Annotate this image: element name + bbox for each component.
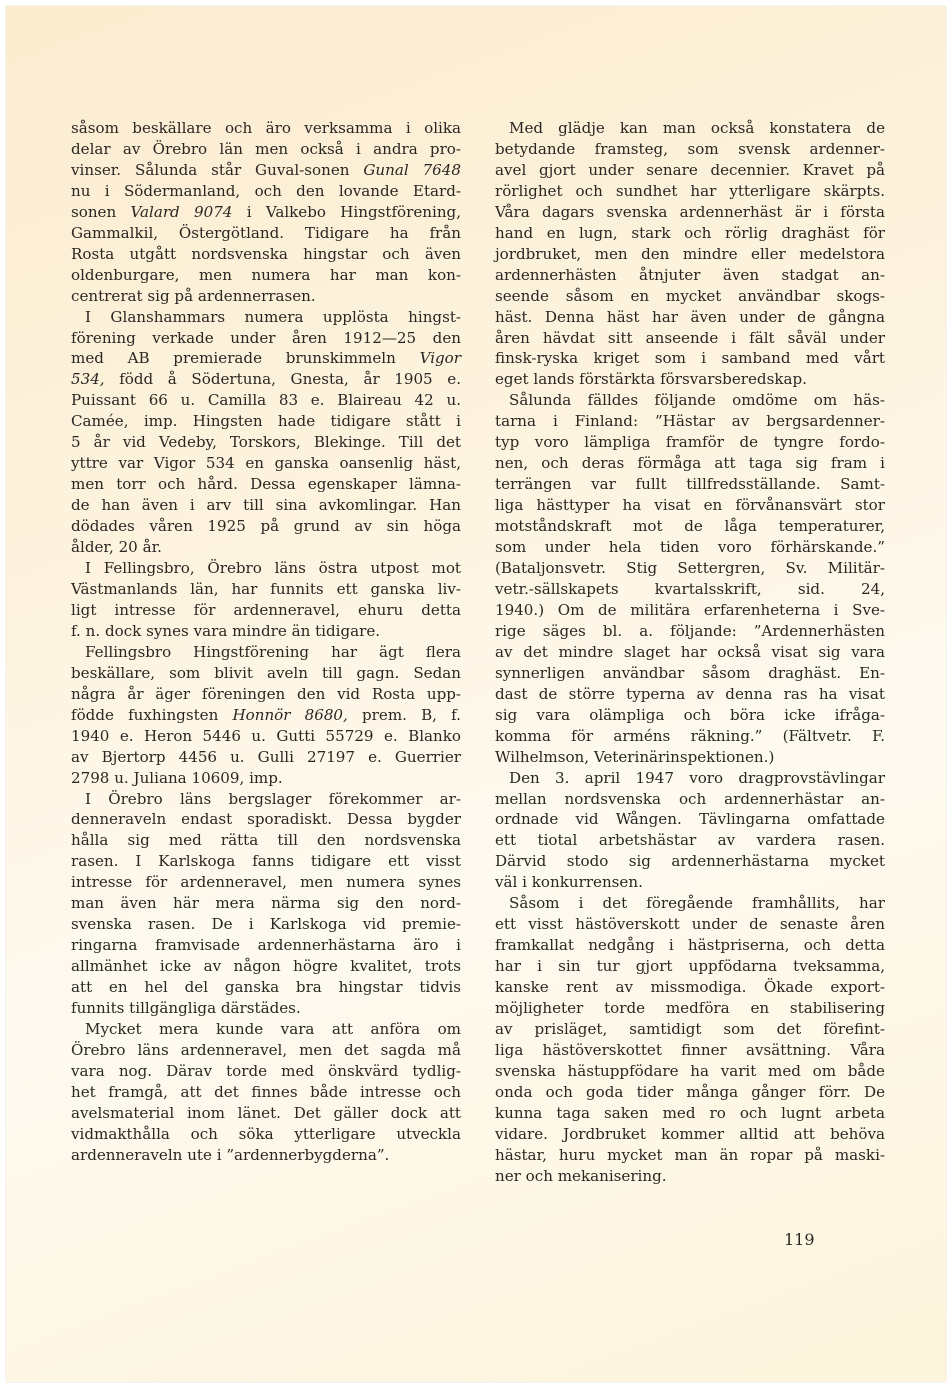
- page-number: 119: [784, 1230, 815, 1249]
- text-line: (Bataljonsvetr. Stig Settergren, Sv. Militär-: [495, 559, 885, 578]
- right-column: [481, 118, 885, 1187]
- text-line: men torr och hård. Dessa egenskaper lämna-: [71, 475, 461, 494]
- italic-name: Honnör 8680,: [232, 705, 348, 724]
- text-line: åren hävdat sitt anseende i fält såväl under: [495, 328, 885, 347]
- text-line: vidmakthålla och söka ytterligare utveckla: [71, 1124, 461, 1143]
- text-line: ringarna framvisade ardennerhästarna äro i: [71, 936, 461, 955]
- text-line: oldenburgare, men numera har man kon-: [71, 265, 461, 284]
- text-line: allmänhet icke av någon högre kvalitet, trots: [71, 957, 461, 976]
- text-line: ett visst hästöverskott under de senaste åren: [495, 915, 885, 934]
- text-line: vidare. Jordbruket kommer alltid att behöva: [495, 1124, 885, 1143]
- text-line: Gammalkil, Östergötland. Tidigare ha från: [71, 223, 461, 242]
- paragraph: [481, 118, 885, 390]
- text-line: rasen. I Karlskoga fanns tidigare ett visst: [71, 852, 461, 871]
- text-line: typ voro lämpliga framför de tyngre fordo-: [495, 433, 885, 452]
- text-line: f. n. dock synes vara mindre än tidigare.: [71, 621, 381, 640]
- text-line: ett tiotal arbetshästar av vardera rasen.: [495, 831, 885, 850]
- text-line: I Glanshammars numera upplösta hingst-: [85, 307, 461, 326]
- text-line: delar av Örebro län men också i andra pro-: [71, 139, 461, 158]
- text-line: ardenneraveln ute i ”ardennerbygderna”.: [71, 1145, 390, 1164]
- text-line: 1940.) Om de militära erfarenheterna i Sve-: [495, 600, 885, 619]
- text-line: finsk-ryska kriget som i samband med vårt: [495, 349, 885, 368]
- paragraph: [57, 307, 461, 558]
- text-line: liga hästtyper ha visat en förvånansvärt stor: [495, 496, 885, 515]
- text-line: ner och mekanisering.: [495, 1166, 667, 1185]
- text-line: de han även i arv till sina avkomlingar. Han: [71, 496, 461, 515]
- text-line: liga hästöverskottet finner avsättning. Våra: [495, 1040, 885, 1059]
- text-line: 534, född å Södertuna, Gnesta, år 1905 e.: [71, 370, 461, 389]
- text-line: denneraveln endast sporadiskt. Dessa bygder: [71, 810, 461, 829]
- text-line: 2798 u. Juliana 10609, imp.: [71, 768, 283, 787]
- text-line: Sålunda fälldes följande omdöme om häs-: [509, 391, 885, 410]
- text-line: beskällare, som blivit aveln till gagn. Sedan: [71, 663, 461, 682]
- text-line: dödades våren 1925 på grund av sin höga: [71, 517, 461, 536]
- text-line: dast de större typerna av denna ras ha visat: [495, 684, 885, 703]
- text-line: förening verkade under åren 1912—25 den: [71, 328, 461, 347]
- text-line: onda och goda tider många gånger förr. De: [495, 1082, 885, 1101]
- text-line: terrängen var fullt tillfredsställande. Samt-: [495, 475, 885, 494]
- text-line: av Bjertorp 4456 u. Gulli 27197 e. Guerrier: [71, 747, 461, 766]
- text-line: Västmanlands län, har funnits ett ganska liv-: [71, 579, 461, 598]
- text-line: Mycket mera kunde vara att anföra om: [85, 1019, 461, 1038]
- text-line: födde fuxhingsten Honnör 8680, prem. B, f.: [71, 705, 461, 724]
- text-line: av prisläget, samtidigt som det förefint-: [495, 1019, 885, 1038]
- text-line: I Fellingsbro, Örebro läns östra utpost mot: [85, 559, 461, 578]
- text-line: 1940 e. Heron 5446 u. Gutti 55729 e. Blanko: [71, 726, 461, 745]
- text-line: Camée, imp. Hingsten hade tidigare stått i: [71, 412, 461, 431]
- text-line: het framgå, att det finnes både intresse och: [71, 1082, 461, 1101]
- text-line: av det mindre slaget har också visat sig vara: [495, 642, 885, 661]
- text-line: synnerligen användbar såsom draghäst. En-: [495, 663, 885, 682]
- text-line: Rosta utgått nordsvenska hingstar och även: [71, 244, 461, 263]
- text-line: tarna i Finland: ”Hästar av bergsardenner-: [495, 412, 885, 431]
- text-line: centrerat sig på ardennerrasen.: [71, 286, 316, 305]
- text-line: komma för arméns räkning.” (Fältvetr. F.: [495, 726, 885, 745]
- text-line: svenska hästuppfödare ha varit med om både: [495, 1061, 885, 1080]
- text-line: Örebro läns ardenneravel, men det sagda må: [71, 1040, 461, 1059]
- text-line: mellan nordsvenska och ardennerhästar an-: [495, 789, 885, 808]
- text-line: I Örebro läns bergslager förekommer ar-: [85, 789, 461, 808]
- text-line: Våra dagars svenska ardennerhäst är i första: [495, 202, 885, 221]
- italic-name: 534,: [71, 370, 105, 389]
- text-line: ligt intresse för ardenneravel, ehuru detta: [71, 600, 461, 619]
- text-line: eget lands förstärkta försvarsberedskap.: [495, 370, 807, 389]
- text-line: Såsom i det föregående framhållits, har: [509, 894, 885, 913]
- text-line: jordbruket, men den mindre eller medelstora: [495, 244, 885, 263]
- text-line: vara nog. Därav torde med önskvärd tydlig-: [71, 1061, 461, 1080]
- text-line: Därvid stodo sig ardennerhästarna mycket: [495, 852, 885, 871]
- text-line: kanske rent av missmodiga. Ökade export-: [495, 978, 885, 997]
- document-page: [6, 6, 946, 1382]
- paragraph: [57, 1019, 461, 1166]
- italic-name: Vigor: [419, 349, 461, 368]
- text-line: Puissant 66 u. Camilla 83 e. Blaireau 42 u.: [71, 391, 461, 410]
- text-line: svenska rasen. De i Karlskoga vid premie-: [71, 915, 461, 934]
- text-line: att en hel del ganska bra hingstar tidvis: [71, 978, 461, 997]
- paragraph: [57, 789, 461, 1019]
- text-line: seende såsom en mycket användbar skogs-: [495, 286, 885, 305]
- text-line: Fellingsbro Hingstförening har ägt flera: [85, 642, 461, 661]
- text-line: betydande framsteg, som svensk ardenner-: [495, 139, 885, 158]
- text-line: med AB premierade brunskimmeln Vigor: [71, 349, 461, 368]
- text-line: nen, och deras förmåga att taga sig fram i: [495, 454, 885, 473]
- text-line: rige säges bl. a. följande: ”Ardennerhästen: [495, 621, 885, 640]
- text-line: hästar, huru mycket man än ropar på maski-: [495, 1145, 885, 1164]
- paragraph: [57, 558, 461, 642]
- text-line: sig vara olämpliga och böra icke ifråga-: [495, 705, 885, 724]
- text-line: avelsmaterial inom länet. Det gäller dock att: [71, 1103, 461, 1122]
- paragraph: [57, 642, 461, 789]
- text-line: motståndskraft mot de låga temperaturer,: [495, 517, 885, 536]
- text-line: Med glädje kan man också konstatera de: [509, 119, 885, 137]
- text-line: avel gjort under senare decennier. Kravet på: [495, 160, 885, 179]
- text-line: man även här mera närma sig den nord-: [71, 894, 461, 913]
- text-line: vinser. Sålunda står Guval-sonen Gunal 7648: [71, 160, 461, 179]
- text-line: rörlighet och sundhet har ytterligare skärpts.: [495, 181, 885, 200]
- text-line: 5 år vid Vedeby, Torskors, Blekinge. Till det: [71, 433, 461, 452]
- text-line: intresse för ardenneravel, men numera synes: [71, 873, 461, 892]
- italic-name: Valard 9074: [130, 202, 233, 221]
- text-line: ålder, 20 år.: [71, 538, 162, 557]
- left-column: [57, 118, 461, 1166]
- text-line: har i sin tur gjort uppfödarna tveksamma,: [495, 957, 885, 976]
- paragraph: [481, 893, 885, 1186]
- paragraph: [57, 118, 461, 307]
- text-line: vetr.-sällskapets kvartalsskrift, sid. 24,: [495, 579, 885, 598]
- text-line: häst. Denna häst har även under de gångna: [495, 307, 885, 326]
- text-line: väl i konkurrensen.: [495, 873, 643, 892]
- paragraph: [481, 768, 885, 894]
- text-line: kunna taga saken med ro och lugnt arbeta: [495, 1103, 885, 1122]
- text-line: Wilhelmson, Veterinärinspektionen.): [495, 747, 775, 766]
- italic-name: Gunal 7648: [363, 160, 461, 179]
- text-line: nu i Södermanland, och den lovande Etard-: [71, 181, 461, 200]
- text-line: såsom beskällare och äro verksamma i olika: [71, 119, 461, 137]
- text-line: framkallat nedgång i hästpriserna, och detta: [495, 936, 885, 955]
- text-line: möjligheter torde medföra en stabilisering: [495, 999, 885, 1018]
- paragraph: [481, 390, 885, 767]
- text-line: några år äger föreningen den vid Rosta upp-: [71, 684, 461, 703]
- text-line: hålla sig med rätta till den nordsvenska: [71, 831, 461, 850]
- text-line: som under hela tiden voro förhärskande.”: [495, 538, 885, 557]
- text-line: ardennerhästen åtnjuter även stadgat an-: [495, 265, 885, 284]
- text-line: yttre var Vigor 534 en ganska oansenlig häst,: [71, 454, 461, 473]
- text-line: hand en lugn, stark och rörlig draghäst för: [495, 223, 885, 242]
- text-line: ordnade vid Wången. Tävlingarna omfattade: [495, 810, 885, 829]
- text-line: funnits tillgängliga därstädes.: [71, 999, 301, 1018]
- text-line: Den 3. april 1947 voro dragprovstävlingar: [509, 768, 885, 787]
- text-line: sonen Valard 9074 i Valkebo Hingstförening,: [71, 202, 461, 221]
